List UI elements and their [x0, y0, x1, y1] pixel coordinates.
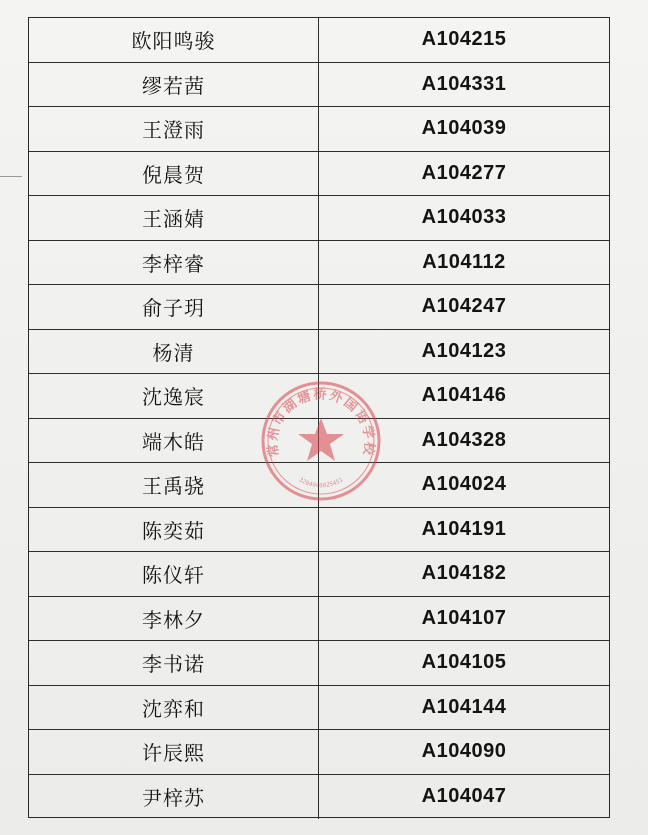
table-row [29, 597, 609, 642]
student-name: 李梓睿 [29, 241, 319, 285]
student-id: A104090 [421, 740, 507, 763]
student-name: 倪晨贺 [29, 152, 319, 196]
student-id: A104047 [421, 785, 507, 808]
student-name: 陈奕茹 [29, 508, 319, 552]
student-id: A104247 [421, 295, 507, 318]
student-id: A104144 [421, 695, 507, 718]
student-id: A104328 [421, 428, 507, 451]
student-id: A104182 [421, 562, 507, 585]
student-name: 沈逸宸 [29, 374, 319, 418]
table-row [29, 152, 609, 197]
student-id: A104107 [421, 606, 507, 629]
table-row [29, 686, 609, 731]
student-name: 尹梓苏 [29, 775, 319, 820]
student-name: 陈仪轩 [29, 552, 319, 596]
table-row [29, 552, 609, 597]
student-id: A104112 [422, 250, 506, 273]
student-name: 王澄雨 [29, 107, 319, 151]
student-name: 李林夕 [29, 597, 319, 641]
student-id: A104215 [421, 28, 507, 51]
table-row [29, 285, 609, 330]
seal-text-path: 常州市湖塘桥外国语学校 [265, 387, 377, 458]
student-id: A104277 [421, 161, 507, 184]
student-name: 端木皓 [29, 419, 319, 463]
table-row [29, 775, 609, 820]
student-id: A104146 [421, 384, 507, 407]
table-row [29, 641, 609, 686]
student-id: A104024 [421, 473, 507, 496]
student-name: 缪若茜 [29, 63, 319, 107]
table-row [29, 374, 609, 419]
student-name: 李书诺 [29, 641, 319, 685]
seal-code-path: 3204040025451 [297, 476, 345, 490]
student-name: 沈弈和 [29, 686, 319, 730]
student-name: 俞子玥 [29, 285, 319, 329]
table-row [29, 463, 609, 508]
student-id: A104191 [421, 517, 507, 540]
student-id: A104123 [421, 339, 507, 362]
table-row [29, 508, 609, 553]
table-row [29, 241, 609, 286]
student-id: A104033 [421, 206, 507, 229]
edge-mark [0, 176, 22, 177]
table-row [29, 63, 609, 108]
student-name: 王涵婧 [29, 196, 319, 240]
student-name: 杨清 [29, 330, 319, 374]
student-name: 王禹骁 [29, 463, 319, 507]
student-name: 许辰熙 [29, 730, 319, 774]
table-row [29, 730, 609, 775]
table-row [29, 107, 609, 152]
table-row [29, 330, 609, 375]
table-row [29, 419, 609, 464]
table-row [29, 196, 609, 241]
student-roster-table [28, 17, 610, 818]
student-id: A104039 [421, 117, 507, 140]
student-id: A104331 [421, 72, 507, 95]
student-id: A104105 [421, 651, 507, 674]
student-name: 欧阳鸣骏 [29, 18, 319, 62]
table-row [29, 18, 609, 63]
